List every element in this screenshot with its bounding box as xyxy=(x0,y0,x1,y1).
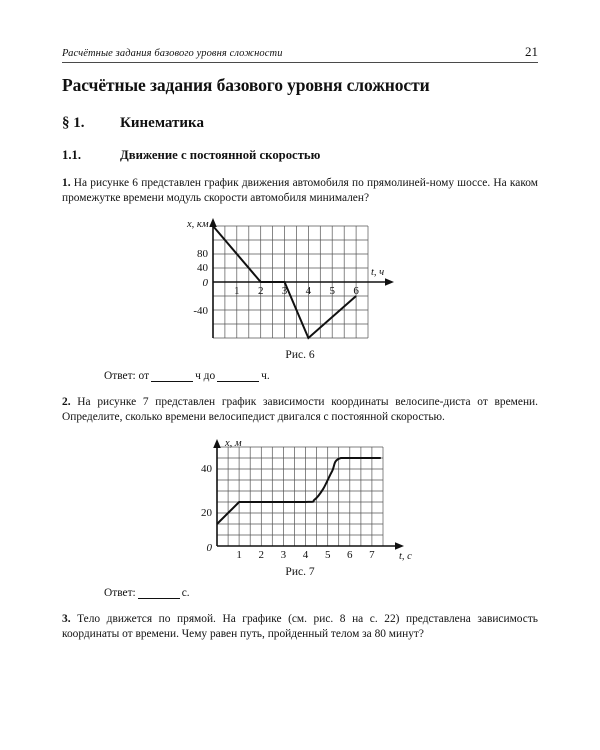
page-number: 21 xyxy=(525,44,538,59)
answer-2-blank[interactable] xyxy=(138,588,180,599)
answer-2-suffix: с. xyxy=(181,586,190,599)
y-tick-40: 40 xyxy=(197,261,208,274)
x-axis xyxy=(217,542,404,550)
y-axis-label: x, м xyxy=(225,437,242,449)
answer-line-1 xyxy=(62,370,538,382)
y-axis xyxy=(213,439,221,546)
figure-7-caption: Рис. 7 xyxy=(285,565,315,578)
y-axis-label: x, км xyxy=(187,218,209,230)
answer-line-2 xyxy=(62,587,538,599)
x-tick-1: 1 xyxy=(234,284,240,297)
section-number: § 1. xyxy=(62,115,85,132)
figure-6-caption: Рис. 6 xyxy=(285,348,315,361)
y-tick-minus40: -40 xyxy=(193,304,208,317)
problem-3 xyxy=(62,612,538,642)
y-tick-20: 20 xyxy=(201,506,212,519)
x-tick-labels xyxy=(236,549,375,561)
x-axis-label: t, с xyxy=(399,550,412,562)
answer-2-prefix: Ответ: xyxy=(104,586,136,599)
subsection-title: Движение с постоянной скоростью xyxy=(120,148,321,163)
x-tick-3: 3 xyxy=(280,548,287,561)
chart-figure-7 xyxy=(175,437,425,565)
x-axis xyxy=(213,278,394,286)
problem-2-number: 2. xyxy=(62,395,71,408)
x-tick-5: 5 xyxy=(324,548,331,561)
subsection-heading xyxy=(62,148,538,163)
answer-1-prefix: Ответ: от xyxy=(104,369,150,382)
problem-1-number: 1. xyxy=(62,177,71,190)
y-axis xyxy=(209,218,217,338)
subsection-number: 1.1. xyxy=(62,148,82,163)
x-tick-6: 6 xyxy=(353,284,359,297)
problem-2 xyxy=(62,395,538,425)
y-tick-0: 0 xyxy=(202,276,208,289)
answer-1-mid: ч до xyxy=(195,369,216,382)
problem-1-text: На рисунке 6 представлен график движения автомобиля по прямолиней‑ному шоссе. На каком промежутке времени модуль скорости автомобиля минимален? xyxy=(62,177,538,205)
x-tick-5: 5 xyxy=(329,284,335,297)
problem-2-text: На рисунке 7 представлен график зависимости координаты велосипе‑диста от времени. Определите, сколько времени велосипедист двигался с постоянной скоростью. xyxy=(62,395,538,424)
x-tick-7: 7 xyxy=(369,548,375,561)
section-title: Кинематика xyxy=(120,115,204,132)
problem-3-number: 3. xyxy=(62,612,71,625)
y-tick-80: 80 xyxy=(197,247,208,260)
answer-1-blank-from[interactable] xyxy=(151,371,193,382)
y-tick-labels xyxy=(193,248,208,317)
grid-lines xyxy=(217,447,383,546)
problem-1 xyxy=(62,176,538,206)
y-tick-40: 40 xyxy=(201,462,212,475)
x-tick-2: 2 xyxy=(258,548,265,561)
running-head-title: Расчётные задания базового уровня сложности xyxy=(62,48,283,59)
page-title: Расчётные задания базового уровня сложности xyxy=(62,75,430,95)
running-head xyxy=(62,0,538,63)
x-tick-2: 2 xyxy=(257,284,264,297)
x-tick-4: 4 xyxy=(302,548,309,561)
answer-1-blank-to[interactable] xyxy=(217,371,259,382)
y-tick-0: 0 xyxy=(206,541,212,554)
chart-figure-6 xyxy=(175,218,425,348)
x-tick-3: 3 xyxy=(281,284,288,297)
answer-1-suffix: ч. xyxy=(261,369,270,382)
x-tick-6: 6 xyxy=(347,548,353,561)
problem-3-text: Тело движется по прямой. На графике (см. рис. 8 на с. 22) представлена зависимость координаты от времени. Чему равен путь, пройденный телом за 80 минут? xyxy=(62,612,538,640)
x-tick-4: 4 xyxy=(305,284,312,297)
section-heading xyxy=(62,115,538,132)
figure-7 xyxy=(62,437,538,578)
x-tick-1: 1 xyxy=(236,548,242,561)
y-tick-labels xyxy=(201,463,213,554)
figure-6 xyxy=(62,218,538,361)
x-axis-label: t, ч xyxy=(371,266,385,278)
